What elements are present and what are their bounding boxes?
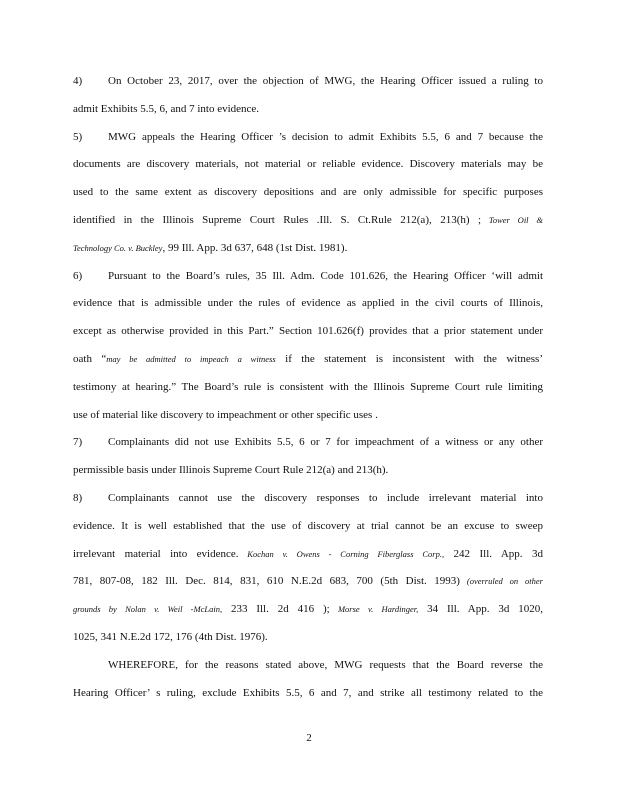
line-text: 1025, 341 N.E.2d 172, 176 (4th Dist. 1976). <box>73 630 268 643</box>
text-line <box>73 179 543 207</box>
text-line <box>73 457 543 485</box>
text-line <box>73 374 543 402</box>
text-line <box>73 513 543 541</box>
text-line <box>73 290 543 318</box>
line-text: irrelevant material into evidence. <box>73 547 239 560</box>
line-text: , 99 Ill. App. 3d 637, 648 (1st Dist. 1981). <box>162 241 348 254</box>
line-text: evidence that is admissible under the rules of evidence as applied in the civil courts of Illinois, <box>73 297 543 310</box>
text-line <box>73 680 543 708</box>
page-number: 2 <box>306 732 312 744</box>
line-text: 233 Ill. 2d 416 ); <box>222 603 330 616</box>
line-text: except as otherwise provided in this Part.” Section 101.626(f) provides that a prior statement under <box>73 325 543 338</box>
text-line <box>73 624 543 652</box>
line-text: Pursuant to the Board’s rules, 35 Ill. Adm. Code 101.626, the Hearing Officer ‘will admit <box>108 269 543 282</box>
line-text: WHEREFORE, for the reasons stated above, MWG requests that the Board reverse the <box>108 658 543 671</box>
text-line <box>73 263 543 291</box>
text-line <box>73 402 543 430</box>
line-text: Complainants did not use Exhibits 5.5, 6 or 7 for impeachment of a witness or any other <box>108 436 543 449</box>
line-text: evidence. It is well established that the use of discovery at trial cannot be an excuse to sweep <box>73 519 543 532</box>
case-citation: Tower Oil & <box>481 214 543 225</box>
paragraph-number: 7) <box>73 436 83 449</box>
case-citation: Kochan v. Owens - Corning Fiberglass Corp., <box>238 548 445 559</box>
line-text: used to the same extent as discovery depositions and are only admissible for specific purposes <box>73 186 543 199</box>
case-citation: grounds by Nolan v. Weil -McLain, <box>73 604 223 615</box>
text-line <box>73 596 543 624</box>
line-text: documents are discovery materials, not material or reliable evidence. Discovery materials may be <box>73 158 543 171</box>
text-line <box>73 429 543 457</box>
line-text: 242 Ill. App. 3d <box>444 547 543 560</box>
paragraph-number: 6) <box>73 269 83 282</box>
text-line <box>73 124 543 152</box>
line-text: On October 23, 2017, over the objection of MWG, the Hearing Officer issued a ruling to <box>108 75 543 87</box>
text-line <box>73 318 543 346</box>
line-text: Complainants cannot use the discovery responses to include irrelevant material into <box>108 491 543 504</box>
case-citation: (overruled on other <box>459 576 543 587</box>
line-text: testimony at hearing.” The Board’s rule is consistent with the Illinois Supreme Court rule limiting <box>73 380 543 393</box>
line-text: oath “ <box>73 352 107 365</box>
text-line <box>73 541 543 569</box>
line-text: 34 Ill. App. 3d 1020, <box>418 603 543 616</box>
text-line <box>73 96 543 124</box>
line-text: if the statement is inconsistent with the witness’ <box>275 352 543 365</box>
case-citation: Technology Co. v. Buckley <box>73 242 163 253</box>
text-line <box>73 568 543 596</box>
line-text: Hearing Officer’ s ruling, exclude Exhibits 5.5, 6 and 7, and strike all testimony related to the <box>73 686 543 699</box>
case-citation: Morse v. Hardinger, <box>329 604 419 615</box>
line-text: admit Exhibits 5.5, 6, and 7 into evidence. <box>73 102 260 115</box>
document-body <box>73 68 543 707</box>
paragraph-number: 5) <box>73 130 83 143</box>
text-line <box>73 151 543 179</box>
text-line <box>73 235 543 263</box>
line-text: MWG appeals the Hearing Officer ’s decision to admit Exhibits 5.5, 6 and 7 because the <box>108 130 543 143</box>
text-line <box>73 485 543 513</box>
paragraph-number: 4) <box>73 75 83 87</box>
line-text: permissible basis under Illinois Supreme Court Rule 212(a) and 213(h). <box>73 464 389 477</box>
text-line <box>73 652 543 680</box>
paragraph-number: 8) <box>73 491 83 504</box>
line-text: 781, 807-08, 182 Ill. Dec. 814, 831, 610 N.E.2d 683, 700 (5th Dist. 1993) <box>73 575 460 588</box>
text-line <box>73 68 543 96</box>
line-text: identified in the Illinois Supreme Court Rules .Ill. S. Ct.Rule 212(a), 213(h) ; <box>73 213 482 226</box>
text-line <box>73 346 543 374</box>
line-text: use of material like discovery to impeachment or other specific uses . <box>73 408 378 421</box>
quoted-italic: may be admitted to impeach a witness <box>106 353 276 364</box>
text-line <box>73 207 543 235</box>
